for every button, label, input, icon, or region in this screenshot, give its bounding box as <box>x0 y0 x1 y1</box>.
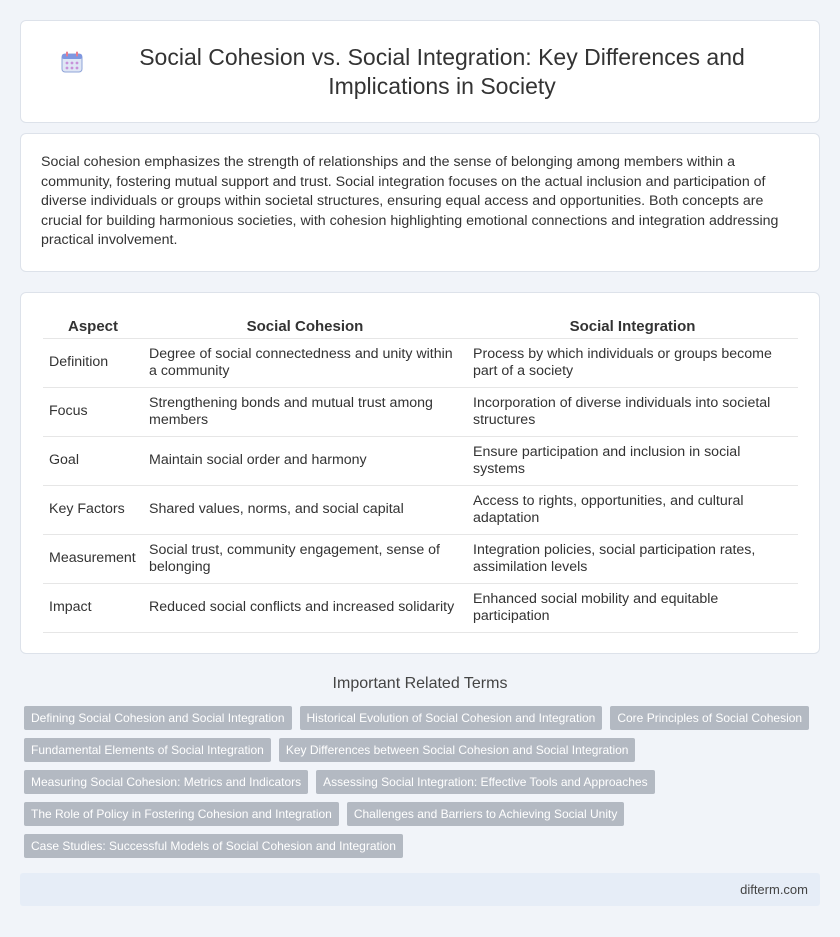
related-term-tag[interactable]: Core Principles of Social Cohesion <box>610 706 809 730</box>
related-terms-heading: Important Related Terms <box>332 675 508 692</box>
title-wrap <box>21 21 819 122</box>
related-term-tag[interactable]: Defining Social Cohesion and Social Integration <box>24 706 292 730</box>
comparison-table-card <box>20 292 820 654</box>
related-term-tag[interactable]: Historical Evolution of Social Cohesion and Integration <box>300 706 603 730</box>
related-term-tag[interactable]: Key Differences between Social Cohesion and Social Integration <box>279 738 636 762</box>
cell-aspect: Goal <box>43 437 143 486</box>
summary-card <box>20 133 820 272</box>
cell-integration: Access to rights, opportunities, and cultural adaptation <box>467 486 798 535</box>
related-term-tag[interactable]: The Role of Policy in Fostering Cohesion and Integration <box>24 802 339 826</box>
cell-cohesion: Social trust, community engagement, sense of belonging <box>143 535 467 584</box>
footer-site-link[interactable]: difterm.com <box>740 882 808 897</box>
cell-cohesion: Shared values, norms, and social capital <box>143 486 467 535</box>
page-title: Social Cohesion vs. Social Integration: Key Differences and Implications in Society <box>139 43 745 99</box>
cell-cohesion: Reduced social conflicts and increased solidarity <box>143 584 467 633</box>
calendar-icon <box>61 51 83 73</box>
header-card <box>20 20 820 123</box>
comparison-table <box>43 315 798 633</box>
related-term-tag[interactable]: Fundamental Elements of Social Integration <box>24 738 271 762</box>
header-social-cohesion: Social Cohesion <box>143 315 467 339</box>
cell-integration: Process by which individuals or groups become part of a society <box>467 339 798 388</box>
cell-integration: Ensure participation and inclusion in social systems <box>467 437 798 486</box>
footer <box>20 873 820 906</box>
table-row <box>43 584 798 633</box>
cell-cohesion: Strengthening bonds and mutual trust among members <box>143 388 467 437</box>
cell-aspect: Impact <box>43 584 143 633</box>
cell-integration: Incorporation of diverse individuals into societal structures <box>467 388 798 437</box>
related-term-tag[interactable]: Measuring Social Cohesion: Metrics and Indicators <box>24 770 308 794</box>
table-row <box>43 339 798 388</box>
table-row <box>43 535 798 584</box>
cell-aspect: Measurement <box>43 535 143 584</box>
related-term-tag[interactable]: Challenges and Barriers to Achieving Social Unity <box>347 802 624 826</box>
table-header-row <box>43 315 798 339</box>
header-social-integration: Social Integration <box>467 315 798 339</box>
table-row <box>43 388 798 437</box>
table-row <box>43 486 798 535</box>
related-term-tag[interactable]: Assessing Social Integration: Effective Tools and Approaches <box>316 770 654 794</box>
cell-integration: Enhanced social mobility and equitable participation <box>467 584 798 633</box>
related-terms-list <box>24 706 824 858</box>
table-row <box>43 437 798 486</box>
cell-aspect: Focus <box>43 388 143 437</box>
cell-aspect: Definition <box>43 339 143 388</box>
cell-cohesion: Degree of social connectedness and unity within a community <box>143 339 467 388</box>
cell-cohesion: Maintain social order and harmony <box>143 437 467 486</box>
header-aspect: Aspect <box>43 315 143 339</box>
related-term-tag[interactable]: Case Studies: Successful Models of Social Cohesion and Integration <box>24 834 403 858</box>
summary-text: Social cohesion emphasizes the strength of relationships and the sense of belonging among members within a community, fostering mutual support and trust. Social integration focuses on the actual inclusion and participation of diverse individuals or groups within societal structures, ensuring equal access and opportunities. Both concepts are crucial for building harmonious societies, with cohesion highlighting emotional connections and integration addressing practical involvement. <box>41 154 779 249</box>
cell-aspect: Key Factors <box>43 486 143 535</box>
cell-integration: Integration policies, social participation rates, assimilation levels <box>467 535 798 584</box>
